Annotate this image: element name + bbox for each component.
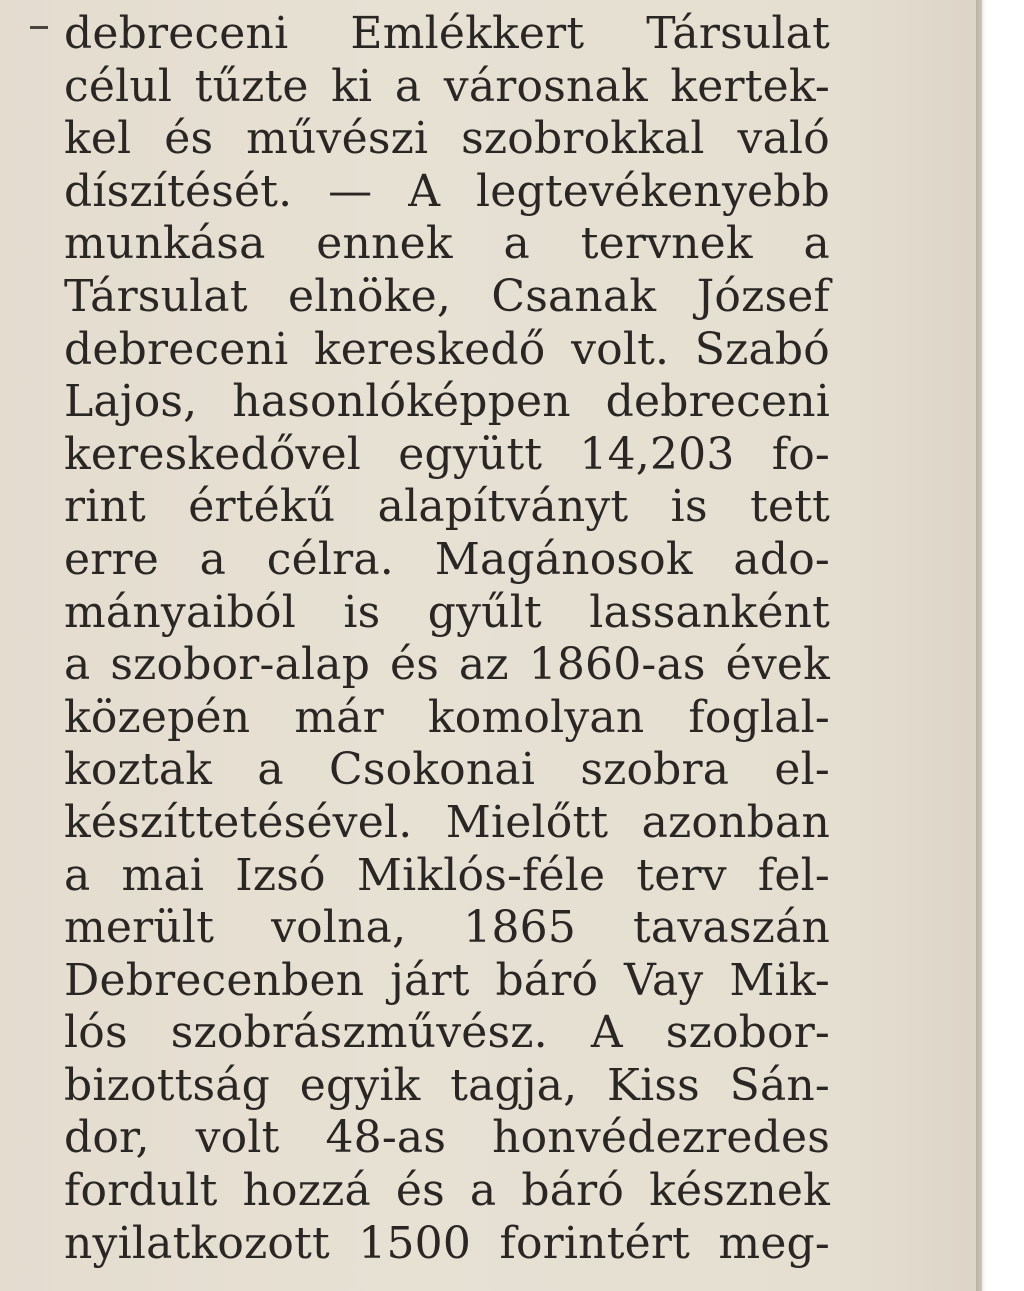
text-line: rint értékű alapítványt is tett bbox=[64, 481, 830, 533]
text-line: debreceni Emlékkert Társulat bbox=[64, 8, 830, 59]
page-edge-shadow bbox=[976, 0, 986, 1291]
text-line: Debrecenben járt báró Vay Mik- bbox=[64, 954, 830, 1006]
text-line: a szobor-alap és az 1860-as évek bbox=[64, 639, 830, 691]
text-line: fordult hozzá és a báró késznek bbox=[64, 1165, 830, 1217]
text-line: kereskedővel együtt 14,203 fo- bbox=[64, 428, 830, 480]
text-line: lós szobrászművész. A szobor- bbox=[64, 1007, 830, 1059]
text-line: kel és művészi szobrokkal való bbox=[64, 113, 830, 165]
text-line: bizottság egyik tagja, Kiss Sán- bbox=[64, 1059, 830, 1111]
text-line: munkása ennek a tervnek a bbox=[64, 218, 830, 270]
text-line: merült volna, 1865 tavaszán bbox=[64, 902, 830, 954]
text-line: Társulat elnöke, Csanak József bbox=[64, 270, 830, 322]
text-line: készíttetésével. Mielőtt azonban bbox=[64, 796, 830, 848]
text-line: Lajos, hasonlóképpen debreceni bbox=[64, 376, 830, 428]
text-line: koztak a Csokonai szobra el- bbox=[64, 744, 830, 796]
body-text bbox=[64, 8, 830, 1270]
text-line: dor, volt 48-as honvédezredes bbox=[64, 1112, 830, 1164]
text-line: mányaiból is gyűlt lassanként bbox=[64, 586, 830, 638]
text-line: díszítését. — A legtevékenyebb bbox=[64, 165, 830, 217]
text-line: erre a célra. Magánosok ado- bbox=[64, 533, 830, 585]
text-line: közepén már komolyan foglal- bbox=[64, 691, 830, 743]
margin-mark bbox=[30, 26, 48, 29]
text-line: célul tűzte ki a városnak kertek- bbox=[64, 60, 830, 112]
text-line: debreceni kereskedő volt. Szabó bbox=[64, 323, 830, 375]
text-line: nyilatkozott 1500 forintért meg- bbox=[64, 1217, 830, 1269]
text-line: a mai Izsó Miklós-féle terv fel- bbox=[64, 849, 830, 901]
